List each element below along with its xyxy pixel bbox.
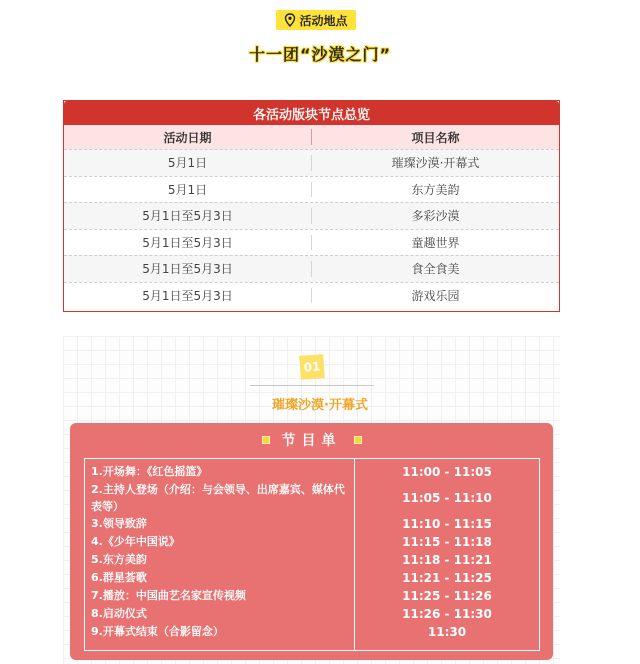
section-number-badge: 01: [299, 354, 325, 380]
program-time: 11:25 - 11:26: [402, 589, 492, 603]
program-item: 3.领导致辞: [91, 517, 147, 530]
venue-title: 十一团“沙漠之门”: [248, 45, 392, 64]
row-date: 5月1日至5月3日: [64, 261, 312, 277]
section-title: 璀璨沙漠·开幕式: [272, 398, 368, 413]
program-time: 11:15 - 11:18: [402, 535, 492, 549]
row-project-name: 游戏乐园: [411, 288, 460, 303]
program-time: 11:05 - 11:10: [402, 491, 492, 505]
location-badge: [276, 10, 356, 30]
program-time: 11:10 - 11:15: [402, 517, 492, 531]
program-item: 6.群星荟歌: [91, 571, 147, 584]
table-row: [64, 282, 559, 309]
table-row: [64, 149, 559, 176]
overview-title: 各活动版块节点总览: [64, 101, 559, 125]
program-item: 5.东方美韵: [91, 553, 147, 566]
program-list: [84, 458, 540, 651]
program-item: 4.《少年中国说》: [91, 535, 180, 548]
row-date: 5月1日至5月3日: [64, 208, 312, 224]
column-header-name: 项目名称: [411, 130, 460, 145]
program-times-column: [355, 459, 539, 650]
program-item: 9.开幕式结束（合影留念）: [91, 625, 224, 638]
program-card: [70, 423, 553, 660]
program-header: [70, 423, 553, 457]
column-header-date: 活动日期: [64, 129, 312, 145]
program-items-column: [85, 459, 355, 650]
program-item: 8.启动仪式: [91, 607, 147, 620]
row-project-name: 多彩沙漠: [411, 209, 460, 224]
program-title: 节目单: [281, 433, 342, 449]
row-date: 5月1日: [64, 155, 312, 171]
row-project-name: 璀璨沙漠·开幕式: [391, 156, 480, 171]
table-row: [64, 229, 559, 256]
location-badge-label: 活动地点: [299, 13, 348, 28]
table-row: [64, 255, 559, 282]
table-row: [64, 176, 559, 203]
program-time: 11:30: [427, 625, 467, 639]
row-date: 5月1日至5月3日: [64, 235, 312, 251]
program-item: 1.开场舞：《红色摇篮》: [91, 465, 208, 478]
map-pin-icon: [284, 13, 296, 27]
program-time: 11:21 - 11:25: [402, 571, 492, 585]
square-bullet-icon: [262, 436, 270, 444]
row-project-name: 食全食美: [411, 262, 460, 277]
program-item: 2.主持人登场（介绍：与会领导、出席嘉宾、媒体代表等）: [91, 483, 345, 513]
section-divider: [250, 385, 374, 386]
row-project-name: 童趣世界: [411, 235, 460, 250]
overview-header-row: [64, 125, 559, 149]
program-time: 11:00 - 11:05: [402, 465, 492, 479]
row-date: 5月1日: [64, 182, 312, 198]
table-row: [64, 202, 559, 229]
overview-table: [63, 100, 560, 312]
program-time: 11:18 - 11:21: [402, 553, 492, 567]
program-item: 7.播放：中国曲艺名家宣传视频: [91, 589, 246, 602]
row-date: 5月1日至5月3日: [64, 288, 312, 304]
program-time: 11:26 - 11:30: [402, 607, 492, 621]
square-bullet-icon: [354, 436, 362, 444]
row-project-name: 东方美韵: [411, 182, 460, 197]
